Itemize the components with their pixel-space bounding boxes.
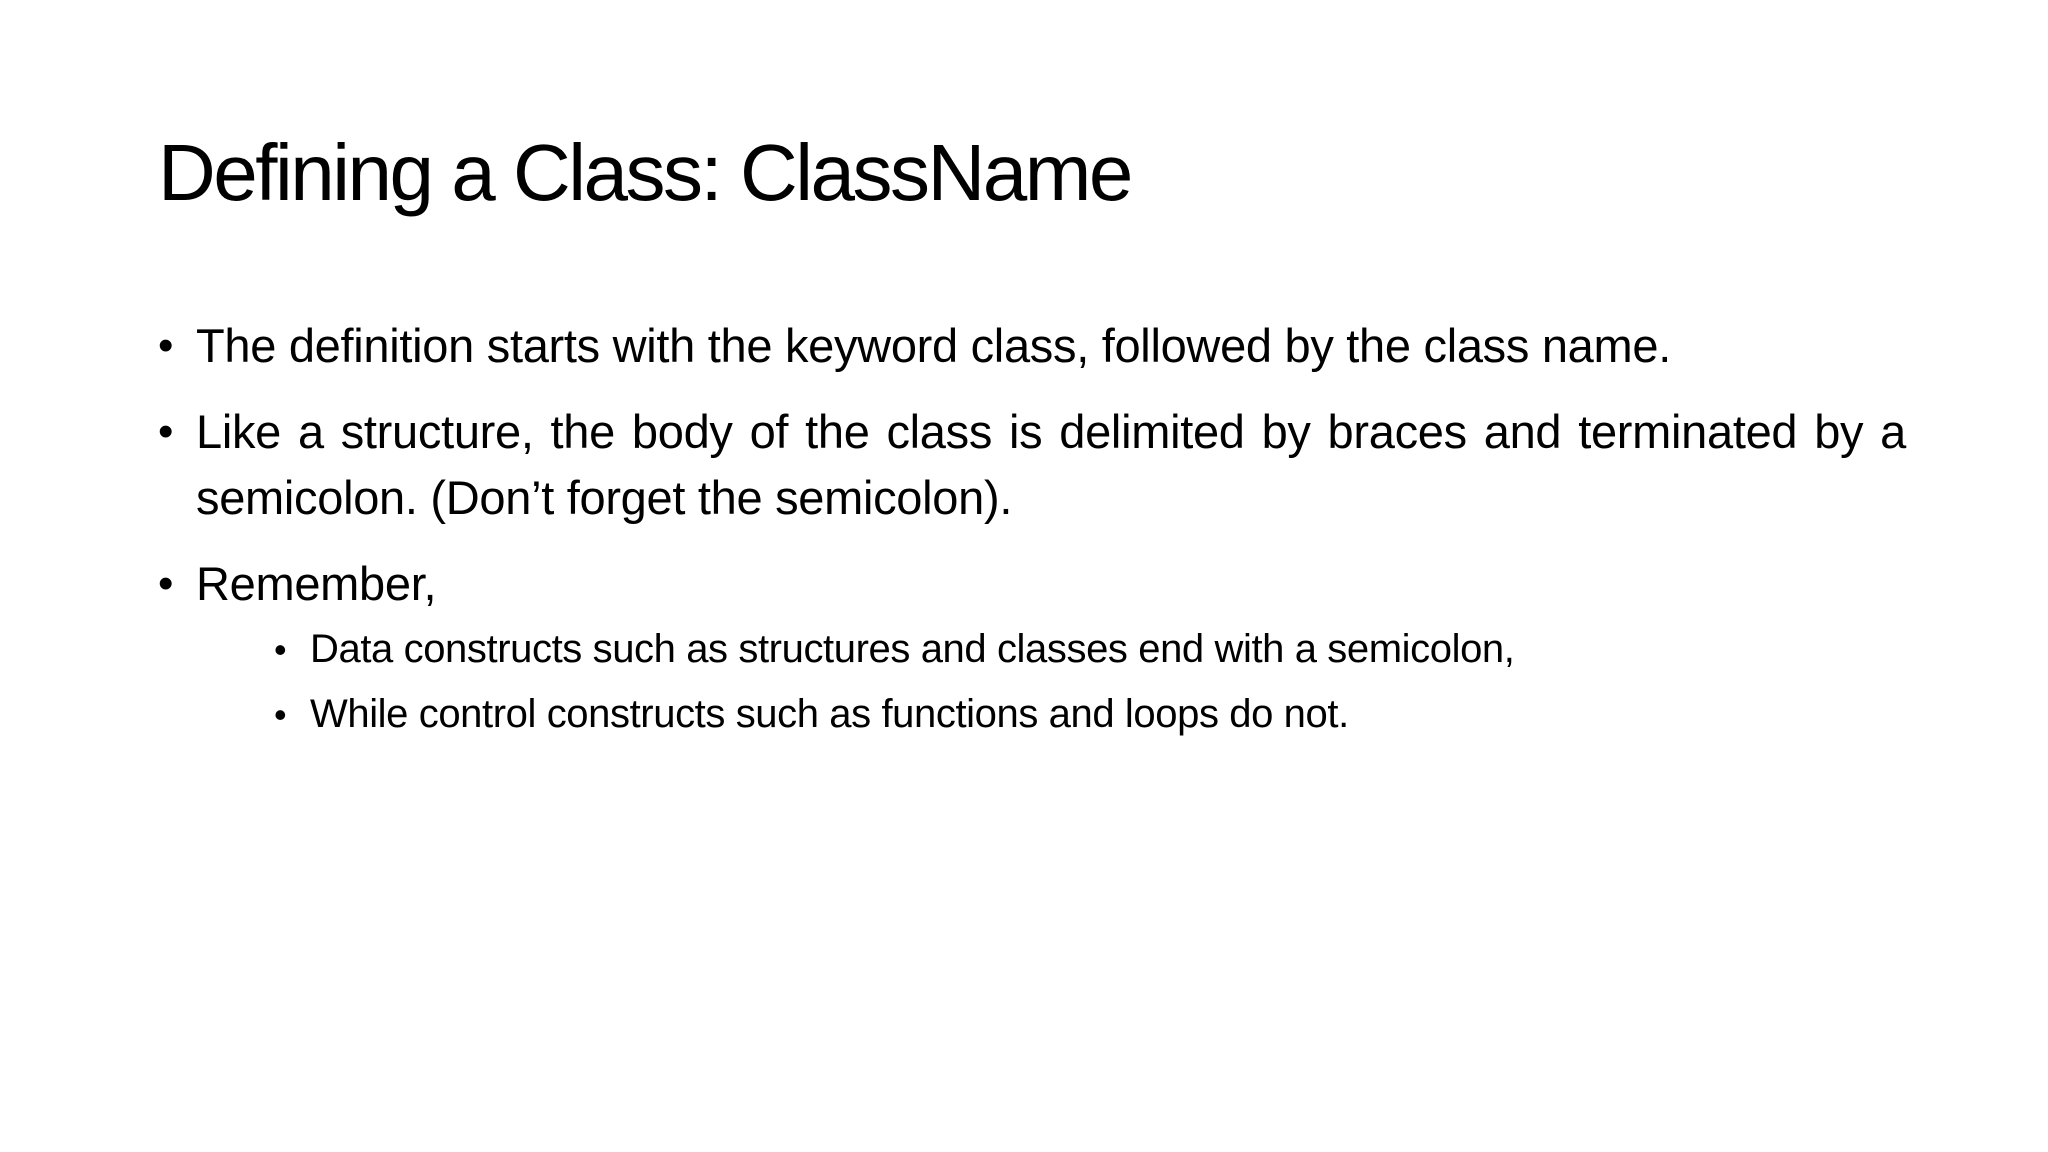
bullet-dot-icon: • xyxy=(158,407,174,456)
bullet-text: Like a structure, the body of the class is delimited by braces and terminated by a semicolon. (Don’t forget the semicolon). xyxy=(196,405,1906,524)
bullet-text: The definition starts with the keyword class, followed by the class name. xyxy=(196,319,1671,372)
bullet-item xyxy=(158,313,1906,379)
bullet-dot-icon: • xyxy=(158,559,174,608)
bullet-list xyxy=(158,313,1906,763)
bullet-text: Remember, xyxy=(196,557,437,610)
sub-bullet-item xyxy=(274,621,1906,678)
bullet-dot-icon: • xyxy=(158,321,174,370)
sub-bullet-item xyxy=(274,686,1906,743)
sub-bullet-text: While control constructs such as functions and loops do not. xyxy=(310,692,1349,736)
bullet-item xyxy=(158,551,1906,743)
sub-bullet-dot-icon: • xyxy=(274,629,287,670)
slide-title: Defining a Class: ClassName xyxy=(158,128,1131,217)
sub-bullet-text: Data constructs such as structures and classes end with a semicolon, xyxy=(310,627,1515,671)
bullet-item xyxy=(158,399,1906,531)
sub-bullet-dot-icon: • xyxy=(274,694,287,735)
sub-bullet-list xyxy=(196,621,1906,743)
